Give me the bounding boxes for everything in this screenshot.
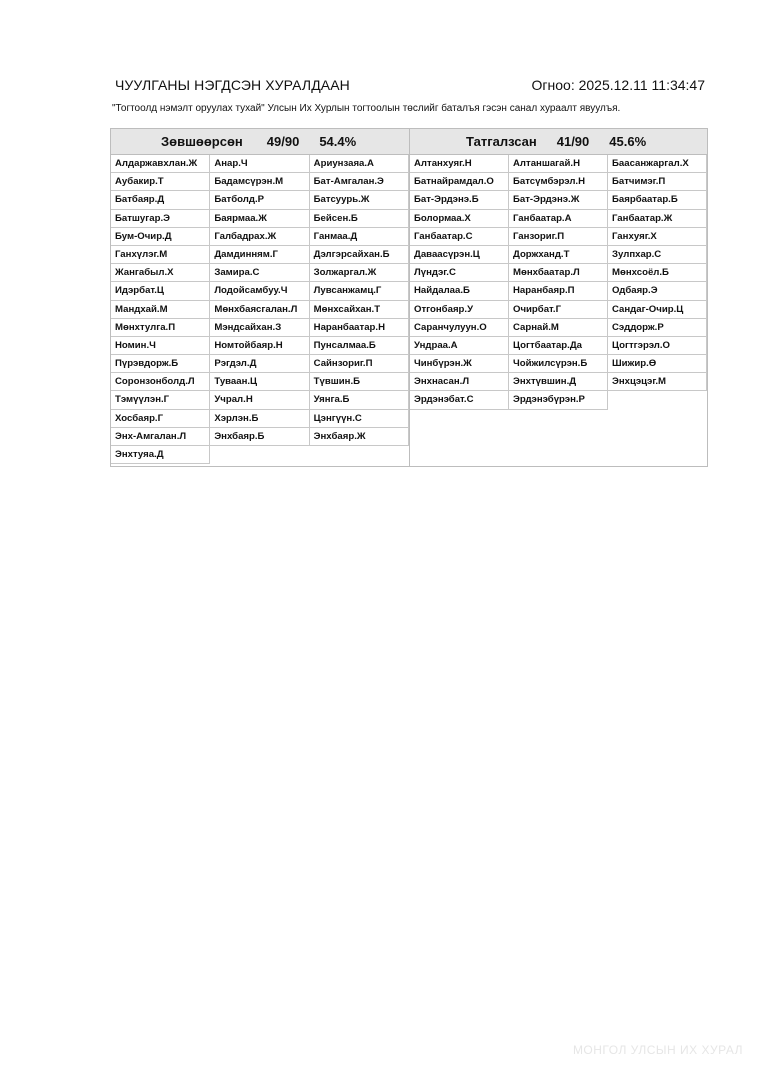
- voter-name: Ганбаатар.С: [410, 228, 509, 246]
- voter-name: Батсүмбэрэл.Н: [509, 173, 608, 191]
- voter-name: Соронзонболд.Л: [111, 373, 210, 391]
- page-title: ЧУУЛГАНЫ НЭГДСЭН ХУРАЛДААН: [115, 77, 350, 93]
- voter-name: Бат-Амгалан.Э: [310, 173, 409, 191]
- voter-name: Алтанхуяг.Н: [410, 155, 509, 173]
- voter-name: Ганмаа.Д: [310, 228, 409, 246]
- voter-name: Замира.С: [210, 264, 309, 282]
- voter-name: Эрдэнэбат.С: [410, 391, 509, 409]
- voter-name: Батболд.Р: [210, 191, 309, 209]
- voter-name: Баярбаатар.Б: [608, 191, 707, 209]
- reject-header: [410, 129, 707, 155]
- voter-name: Лүндэг.С: [410, 264, 509, 282]
- reject-names-grid: [410, 155, 707, 410]
- voter-name: Бейсен.Б: [310, 210, 409, 228]
- vote-description: "Тогтоолд нэмэлт оруулах тухай" Улсын Их Хурлын тогтоолын төслийг баталъя гэсэн санал хураалт явуулъя.: [112, 103, 621, 114]
- voter-name: Энхбаяр.Б: [210, 428, 309, 446]
- voter-name: Туваан.Ц: [210, 373, 309, 391]
- voter-name: Хэрлэн.Б: [210, 410, 309, 428]
- voter-name: Номин.Ч: [111, 337, 210, 355]
- reject-count: 41/90: [556, 134, 590, 149]
- voter-name: Сэддорж.Р: [608, 319, 707, 337]
- voter-name: Энх-Амгалан.Л: [111, 428, 210, 446]
- voter-name: Одбаяр.Э: [608, 282, 707, 300]
- voter-name: Ганзориг.П: [509, 228, 608, 246]
- voter-name: Пунсалмаа.Б: [310, 337, 409, 355]
- date-label: Огноо: 2025.12.11 11:34:47: [531, 77, 705, 93]
- voter-name: Батсуурь.Ж: [310, 191, 409, 209]
- voter-name: Энхтүвшин.Д: [509, 373, 608, 391]
- voter-name: Мөнхсоёл.Б: [608, 264, 707, 282]
- approve-percent: 54.4%: [319, 134, 357, 149]
- voter-name: Отгонбаяр.У: [410, 301, 509, 319]
- voter-name: Анар.Ч: [210, 155, 309, 173]
- voter-name: Пүрэвдорж.Б: [111, 355, 210, 373]
- voter-name: Наранбаатар.Н: [310, 319, 409, 337]
- voter-name: Ганхүлэг.М: [111, 246, 210, 264]
- voter-name: Түвшин.Б: [310, 373, 409, 391]
- reject-percent: 45.6%: [609, 134, 647, 149]
- voter-name: Чойжилсүрэн.Б: [509, 355, 608, 373]
- voter-name: Рэгдэл.Д: [210, 355, 309, 373]
- voter-name: Цэнгүүн.С: [310, 410, 409, 428]
- voter-name: Сайнзориг.П: [310, 355, 409, 373]
- voter-name: Чинбүрэн.Ж: [410, 355, 509, 373]
- voter-name: Бум-Очир.Д: [111, 228, 210, 246]
- voter-name: Хосбаяр.Г: [111, 410, 210, 428]
- voter-name: Алдаржавхлан.Ж: [111, 155, 210, 173]
- voter-name: Энхнасан.Л: [410, 373, 509, 391]
- voter-name: Мөнхсайхан.Т: [310, 301, 409, 319]
- voter-name: Саранчулуун.О: [410, 319, 509, 337]
- reject-panel: [410, 128, 708, 467]
- voter-name: Идэрбат.Ц: [111, 282, 210, 300]
- voter-name: Эрдэнэбүрэн.Р: [509, 391, 608, 409]
- voter-name: Мөнхбаатар.Л: [509, 264, 608, 282]
- voter-name: Баасанжаргал.Х: [608, 155, 707, 173]
- voter-name: Наранбаяр.П: [509, 282, 608, 300]
- approve-header: [111, 129, 409, 155]
- voter-name: Болормаа.Х: [410, 210, 509, 228]
- approve-count: 49/90: [266, 134, 300, 149]
- voter-name: Мөнхтулга.П: [111, 319, 210, 337]
- voter-name: Лувсанжамц.Г: [310, 282, 409, 300]
- voter-name: Найдалаа.Б: [410, 282, 509, 300]
- voter-name: Уянга.Б: [310, 391, 409, 409]
- voter-name: Батнайрамдал.О: [410, 173, 509, 191]
- voter-name: Батшугар.Э: [111, 210, 210, 228]
- voter-name: Очирбат.Г: [509, 301, 608, 319]
- voter-name: Батчимэг.П: [608, 173, 707, 191]
- voter-name: Баярмаа.Ж: [210, 210, 309, 228]
- approve-label: Зөвшөөрсөн: [161, 134, 243, 149]
- voter-name: Дамдинням.Г: [210, 246, 309, 264]
- voter-name: Учрал.Н: [210, 391, 309, 409]
- voter-name: Цогтбаатар.Да: [509, 337, 608, 355]
- voter-name: Доржханд.Т: [509, 246, 608, 264]
- voter-name: Алтаншагай.Н: [509, 155, 608, 173]
- voter-name: Зулпхар.С: [608, 246, 707, 264]
- voter-name: Галбадрах.Ж: [210, 228, 309, 246]
- voter-name: Жангабыл.Х: [111, 264, 210, 282]
- voter-name: Сандаг-Очир.Ц: [608, 301, 707, 319]
- voter-name: Шижир.Ө: [608, 355, 707, 373]
- voter-name: Бат-Эрдэнэ.Б: [410, 191, 509, 209]
- voter-name: Ганхуяг.Х: [608, 228, 707, 246]
- voter-name: Мандхай.М: [111, 301, 210, 319]
- voter-name: Цогтгэрэл.О: [608, 337, 707, 355]
- voter-name: Даваасүрэн.Ц: [410, 246, 509, 264]
- voter-name: Батбаяр.Д: [111, 191, 210, 209]
- voter-name: Энхтуяа.Д: [111, 446, 210, 464]
- voter-name: Золжаргал.Ж: [310, 264, 409, 282]
- voter-name: Ганбаатар.А: [509, 210, 608, 228]
- reject-label: Татгалзсан: [466, 134, 537, 149]
- voter-name: Энхцэцэг.М: [608, 373, 707, 391]
- voter-name: Бадамсүрэн.М: [210, 173, 309, 191]
- voter-name: Ганбаатар.Ж: [608, 210, 707, 228]
- voter-name: Мөнхбаясгалан.Л: [210, 301, 309, 319]
- voter-name: Мэндсайхан.З: [210, 319, 309, 337]
- voter-name: Лодойсамбуу.Ч: [210, 282, 309, 300]
- voter-name: Тэмүүлэн.Г: [111, 391, 210, 409]
- approve-names-grid: [111, 155, 409, 464]
- voter-name: Сарнай.М: [509, 319, 608, 337]
- voter-name: Номтойбаяр.Н: [210, 337, 309, 355]
- voter-name: Дэлгэрсайхан.Б: [310, 246, 409, 264]
- voter-name: Аубакир.Т: [111, 173, 210, 191]
- voter-name: Ундраа.А: [410, 337, 509, 355]
- voter-name: Бат-Эрдэнэ.Ж: [509, 191, 608, 209]
- voter-name: Энхбаяр.Ж: [310, 428, 409, 446]
- approve-panel: [110, 128, 410, 467]
- watermark: МОНГОЛ УЛСЫН ИХ ХУРАЛ: [572, 1043, 743, 1057]
- voter-name: Ариунзаяа.А: [310, 155, 409, 173]
